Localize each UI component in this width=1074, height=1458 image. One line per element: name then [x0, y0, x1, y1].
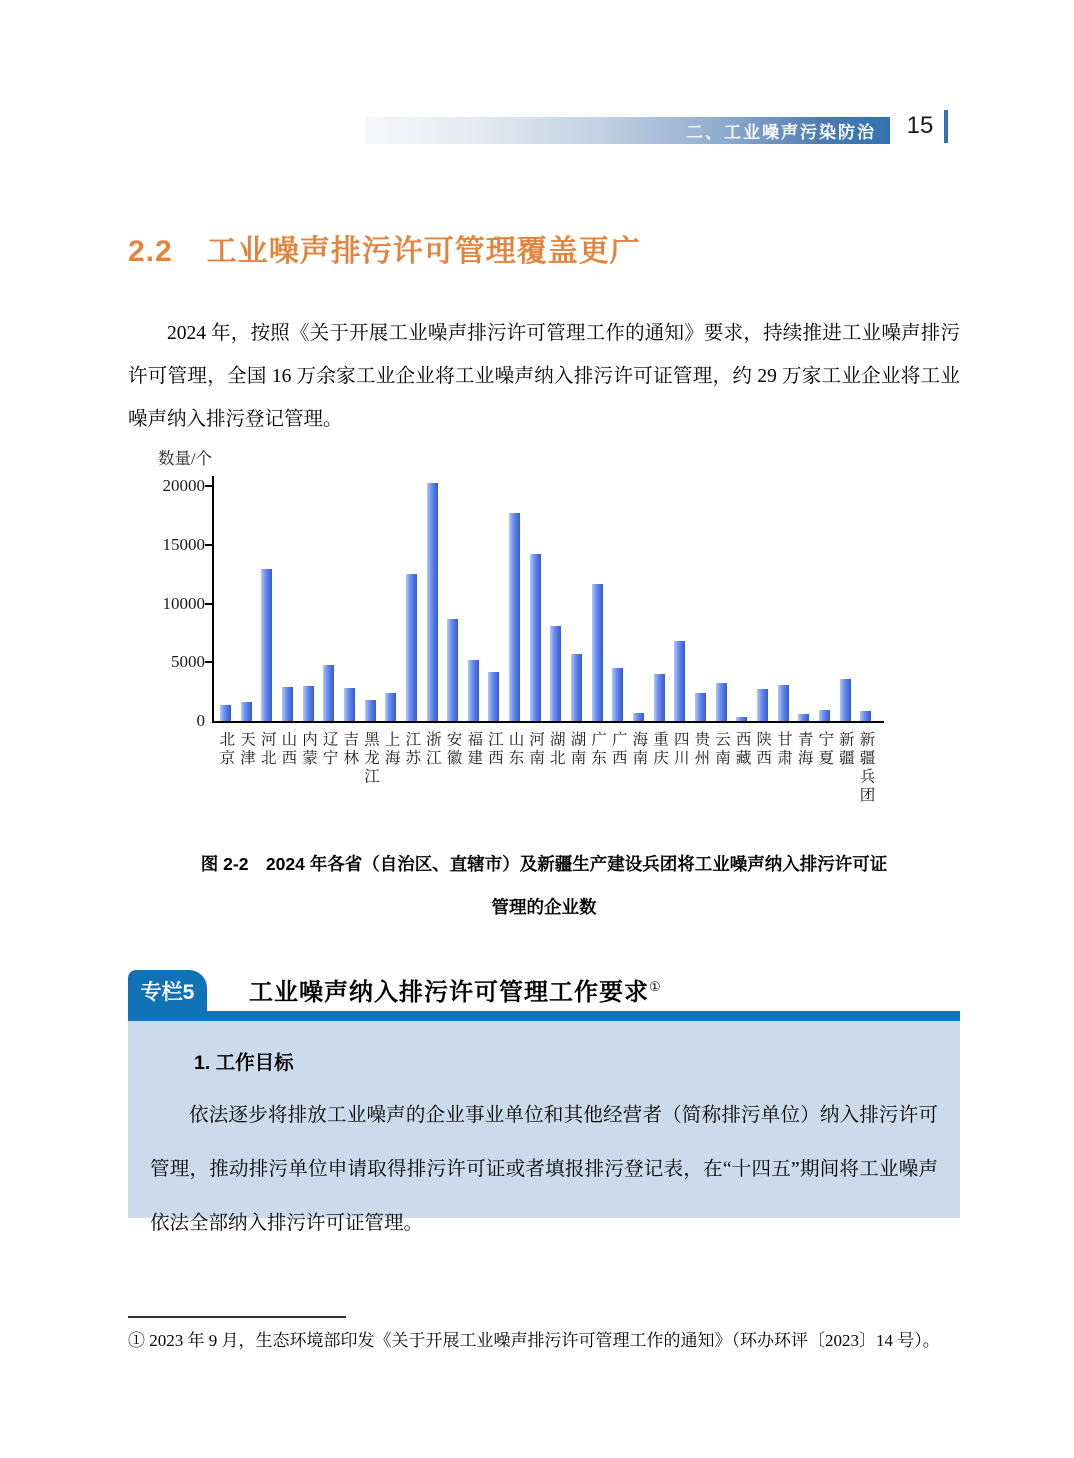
- x-axis-label: 浙江: [423, 731, 441, 768]
- figure-caption-line2: 管理的企业数: [491, 897, 597, 917]
- x-axis-label: 贵州: [692, 731, 710, 768]
- x-axis-label: 云南: [713, 731, 730, 768]
- x-axis-label: 辽宁: [320, 731, 338, 768]
- x-axis-label: 福建: [465, 731, 483, 768]
- y-axis-tick-label: 5000: [171, 652, 205, 672]
- chart-bar-山东: [509, 513, 520, 721]
- callout-subheading: 1. 工作目标: [194, 1052, 294, 1074]
- x-axis-label: 重庆: [651, 731, 669, 768]
- callout-title-footnote-marker: ①: [649, 979, 662, 994]
- x-axis-label: 湖南: [568, 731, 586, 768]
- x-axis-label: 北京: [217, 731, 235, 768]
- callout-accent-bar: [128, 1011, 960, 1021]
- figure-caption: [128, 843, 960, 929]
- chart-bar-内蒙: [303, 686, 314, 721]
- y-axis-tick-label: 10000: [162, 593, 205, 613]
- chart-bar-江西: [488, 672, 499, 721]
- y-axis-tick-label: 20000: [162, 476, 205, 495]
- chart-bar-西藏: [736, 717, 747, 721]
- callout-badge: 专栏5: [128, 970, 207, 1011]
- chart-plot: [162, 476, 884, 805]
- chart-bar-辽宁: [323, 665, 334, 721]
- page-number-rule: [944, 110, 948, 143]
- chart-bar-云南: [716, 683, 727, 721]
- figure-2-2-chart: [128, 445, 918, 830]
- chart-bar-吉林: [344, 688, 355, 722]
- chart-bar-甘肃: [778, 685, 789, 721]
- chart-bar-青海: [798, 714, 809, 721]
- x-axis-label: 山西: [279, 731, 297, 768]
- chart-bar-山西: [282, 687, 293, 721]
- chart-bar-湖南: [571, 654, 582, 721]
- chart-bar-宁夏: [819, 710, 830, 721]
- x-axis-label: 海南: [630, 731, 648, 768]
- chart-bar-新疆: [840, 679, 851, 721]
- chart-bar-江苏: [406, 574, 417, 721]
- x-axis-label: 陕西: [754, 731, 772, 768]
- chart-bar-浙江: [427, 483, 438, 722]
- x-axis-label: 湖北: [547, 731, 565, 768]
- x-axis-label: 山东: [506, 731, 524, 768]
- chart-bar-海南: [633, 713, 644, 721]
- chart-bar-湖北: [550, 626, 561, 721]
- callout-body-text: 依法逐步将排放工业噪声的企业事业单位和其他经营者（简称排污单位）纳入排污许可管理，推动排污单位申请取得排污许可证或者填报排污登记表，在“十四五”期间将工业噪声依法全部纳入排污许可证管理。: [150, 1105, 938, 1234]
- chart-bar-广东: [592, 584, 603, 722]
- y-axis-tick-mark: [205, 603, 212, 605]
- y-axis-tick-label: 0: [196, 711, 205, 730]
- x-axis-label: 黑龙江: [361, 731, 379, 787]
- footnote-divider: [128, 1316, 346, 1318]
- chart-bar-安徽: [447, 619, 458, 721]
- x-axis-label: 吉林: [341, 731, 359, 768]
- x-axis-label: 甘肃: [774, 731, 792, 768]
- chart-bar-新疆兵团: [860, 711, 871, 721]
- x-axis-label: 宁夏: [816, 731, 834, 768]
- x-axis-label: 广东: [589, 731, 607, 768]
- callout-title-text: 工业噪声纳入排污许可管理工作要求: [249, 979, 649, 1006]
- callout-body-box: [128, 1021, 960, 1234]
- chart-bar-河南: [530, 554, 541, 721]
- chart-bar-广西: [612, 668, 623, 722]
- figure-caption-line1: 图 2-2 2024 年各省（自治区、直辖市）及新疆生产建设兵团将工业噪声纳入排污许可证: [200, 854, 888, 874]
- x-axis-label: 河北: [258, 731, 276, 768]
- header-section-label: 二、工业噪声污染防治: [686, 123, 876, 142]
- x-axis-label: 西藏: [733, 731, 751, 768]
- x-axis-label: 四川: [671, 731, 689, 768]
- y-axis-label: 数量/个: [158, 449, 213, 468]
- x-axis-label: 江西: [485, 731, 503, 768]
- x-axis-label: 安徽: [444, 731, 462, 768]
- y-axis-tick-label: 15000: [162, 534, 205, 554]
- x-axis-label: 新疆: [836, 731, 854, 768]
- callout-title: [249, 972, 662, 1007]
- x-axis-label: 江苏: [403, 731, 421, 768]
- x-axis-label: 新疆兵团: [857, 731, 875, 805]
- section-title: [128, 226, 958, 270]
- section-number: 2.2: [128, 235, 173, 268]
- body-paragraph: 2024 年，按照《关于开展工业噪声排污许可管理工作的通知》要求，持续推进工业噪声排污许可管理，全国 16 万余家工业企业将工业噪声纳入排污许可证管理，约 29 万家工业企业将工业噪声纳入排污登记管理。: [128, 323, 960, 430]
- x-axis-label: 青海: [795, 731, 813, 768]
- chart-bar-上海: [385, 693, 396, 721]
- chart-bar-四川: [674, 641, 685, 722]
- chart-bar-黑龙江: [365, 700, 376, 721]
- page-header-bar: [365, 117, 890, 144]
- chart-bar-北京: [220, 705, 231, 721]
- chart-bar-河北: [261, 569, 272, 721]
- x-axis-label: 广西: [609, 731, 627, 768]
- page-number: 15: [906, 112, 934, 139]
- x-axis-label: 上海: [382, 731, 400, 768]
- chart-bar-天津: [241, 702, 252, 721]
- y-axis-tick-mark: [205, 485, 212, 487]
- section-title-text: 工业噪声排污许可管理覆盖更广: [206, 235, 641, 268]
- footnote-text: ① 2023 年 9 月，生态环境部印发《关于开展工业噪声排污许可管理工作的通知》（环办环评〔2023〕14 号）。: [128, 1331, 940, 1350]
- y-axis-tick-mark: [205, 661, 212, 663]
- chart-bar-重庆: [654, 674, 665, 721]
- chart-bar-陕西: [757, 689, 768, 721]
- x-axis-label: 天津: [238, 731, 256, 768]
- x-axis-label: 河南: [527, 731, 545, 768]
- x-axis-label: 内蒙: [300, 731, 317, 768]
- chart-bar-贵州: [695, 693, 706, 721]
- y-axis-tick-mark: [205, 544, 212, 546]
- chart-bar-福建: [468, 660, 479, 721]
